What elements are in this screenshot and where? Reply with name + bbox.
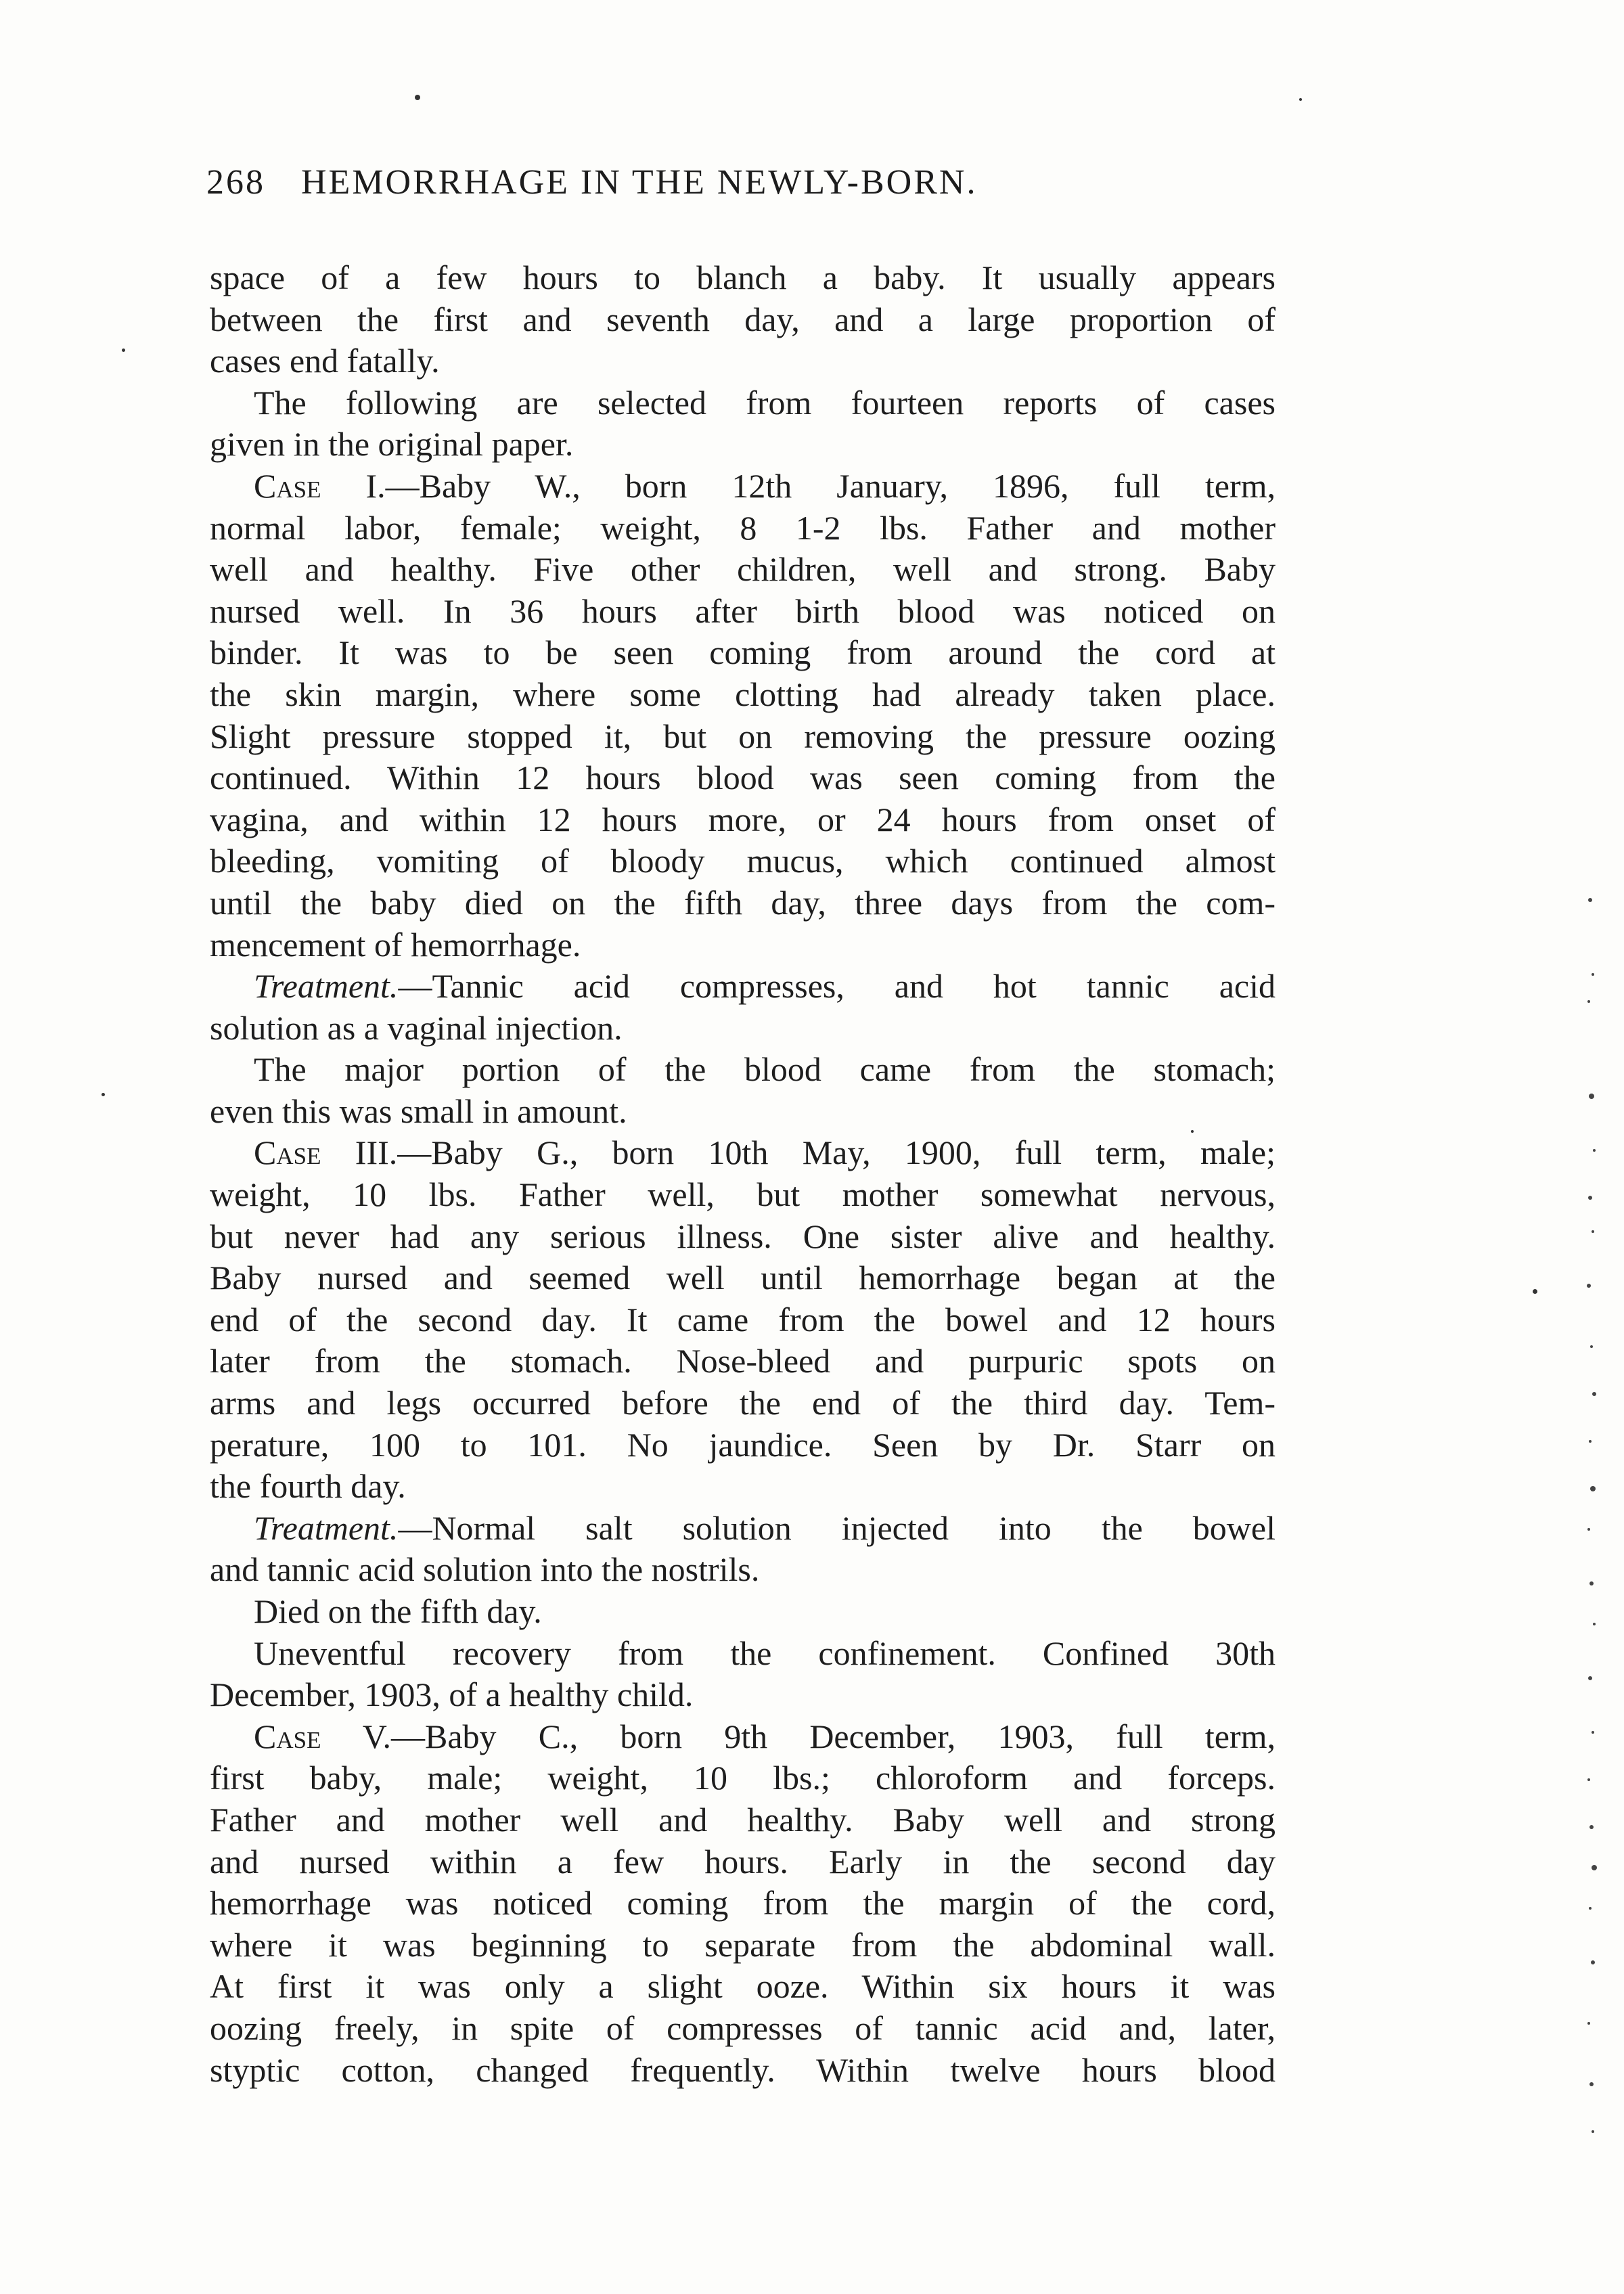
text-line: arms and legs occurred before the end of the third day. Tem- <box>210 1384 1276 1422</box>
text-line: the fourth day. <box>210 1467 406 1506</box>
print-speck <box>102 1093 105 1096</box>
text-line: styptic cotton, changed frequently. Within twelve hours blood <box>210 2050 1276 2089</box>
text-line: nursed well. In 36 hours after birth blood was noticed on <box>210 591 1276 630</box>
text-line: until the baby died on the fifth day, three days from the com- <box>210 883 1276 922</box>
paragraph-start-line: The major portion of the blood came from the stomach; <box>254 1050 1276 1089</box>
case-heading-line: Case I.—Baby W., born 12th January, 1896, full term, <box>254 466 1276 505</box>
text-line: hemorrhage was noticed coming from the margin of the cord, <box>210 1884 1276 1922</box>
text-line: Baby nursed and seemed well until hemorrhage began at the <box>210 1259 1276 1297</box>
text-line: At first it was only a slight ooze. Within six hours it was <box>210 1967 1276 2006</box>
text-line: oozing freely, in spite of compresses of tannic acid and, later, <box>210 2008 1276 2047</box>
text-line: space of a few hours to blanch a baby. It usually appears <box>210 258 1276 296</box>
print-speck <box>415 95 420 100</box>
print-speck <box>1533 1289 1537 1294</box>
paragraph-start-line: Died on the fifth day. <box>254 1592 542 1630</box>
margin-scan-marks <box>1577 880 1610 2165</box>
text-line: mencement of hemorrhage. <box>210 925 581 964</box>
text-line: vagina, and within 12 hours more, or 24 hours from onset of <box>210 800 1276 838</box>
treatment-label: Treatment. <box>254 1508 399 1547</box>
running-title: HEMORRHAGE IN THE NEWLY-BORN. <box>301 163 978 202</box>
text-line: continued. Within 12 hours blood was seen coming from the <box>210 759 1276 797</box>
text-line: between the first and seventh day, and a large proportion of <box>210 300 1276 338</box>
running-header <box>206 162 1330 202</box>
text-line: cases end fatally. <box>210 342 440 380</box>
text-line: where it was beginning to separate from the abdominal wall. <box>210 1925 1276 1964</box>
text-line: end of the second day. It came from the bowel and 12 hours <box>210 1300 1276 1339</box>
case-heading-line: Case V.—Baby C., born 9th December, 1903, full term, <box>254 1717 1276 1755</box>
text-line: later from the stomach. Nose-bleed and purpuric spots on <box>210 1342 1276 1380</box>
page-number: 268 <box>206 163 265 202</box>
text-line: well and healthy. Five other children, well and strong. Baby <box>210 550 1276 589</box>
print-speck <box>1299 98 1302 101</box>
text-line: binder. It was to be seen coming from around the cord at <box>210 633 1276 672</box>
text-line: normal labor, female; weight, 8 1-2 lbs. Father and mother <box>210 508 1276 547</box>
text-line: bleeding, vomiting of bloody mucus, which continued almost <box>210 842 1276 880</box>
case-label: Case I. <box>254 466 386 505</box>
text-line: first baby, male; weight, 10 lbs.; chloroform and forceps. <box>210 1759 1276 1797</box>
text-line: even this was small in amount. <box>210 1092 627 1130</box>
text-line: December, 1903, of a healthy child. <box>210 1675 694 1714</box>
case-label: Case V. <box>254 1717 391 1755</box>
treatment-line: Treatment.—Tannic acid compresses, and hot tannic acid <box>254 967 1276 1006</box>
body-text <box>210 257 1276 2091</box>
print-speck <box>122 348 125 352</box>
text-line: and tannic acid solution into the nostrils. <box>210 1550 760 1589</box>
text-line: weight, 10 lbs. Father well, but mother somewhat nervous, <box>210 1175 1276 1214</box>
paragraph-start-line: The following are selected from fourteen reports of cases <box>254 383 1276 422</box>
text-line: perature, 100 to 101. No jaundice. Seen by Dr. Starr on <box>210 1425 1276 1464</box>
text-line: Slight pressure stopped it, but on removing the pressure oozing <box>210 717 1276 755</box>
text-line: Father and mother well and healthy. Baby well and strong <box>210 1800 1276 1839</box>
treatment-label: Treatment. <box>254 967 399 1006</box>
paragraph-start-line: Uneventful recovery from the confinement. Confined 30th <box>254 1634 1276 1672</box>
text-line: the skin margin, where some clotting had already taken place. <box>210 675 1276 713</box>
text-line: and nursed within a few hours. Early in the second day <box>210 1842 1276 1881</box>
text-line: given in the original paper. <box>210 425 574 464</box>
case-label: Case III. <box>254 1133 398 1172</box>
text-line: solution as a vaginal injection. <box>210 1008 623 1047</box>
text-line: but never had any serious illness. One sister alive and healthy. <box>210 1217 1276 1255</box>
treatment-line: Treatment.—Normal salt solution injected into the bowel <box>254 1508 1276 1547</box>
case-heading-line: Case III.—Baby G., born 10th May, 1900, full term, male; <box>254 1133 1276 1172</box>
